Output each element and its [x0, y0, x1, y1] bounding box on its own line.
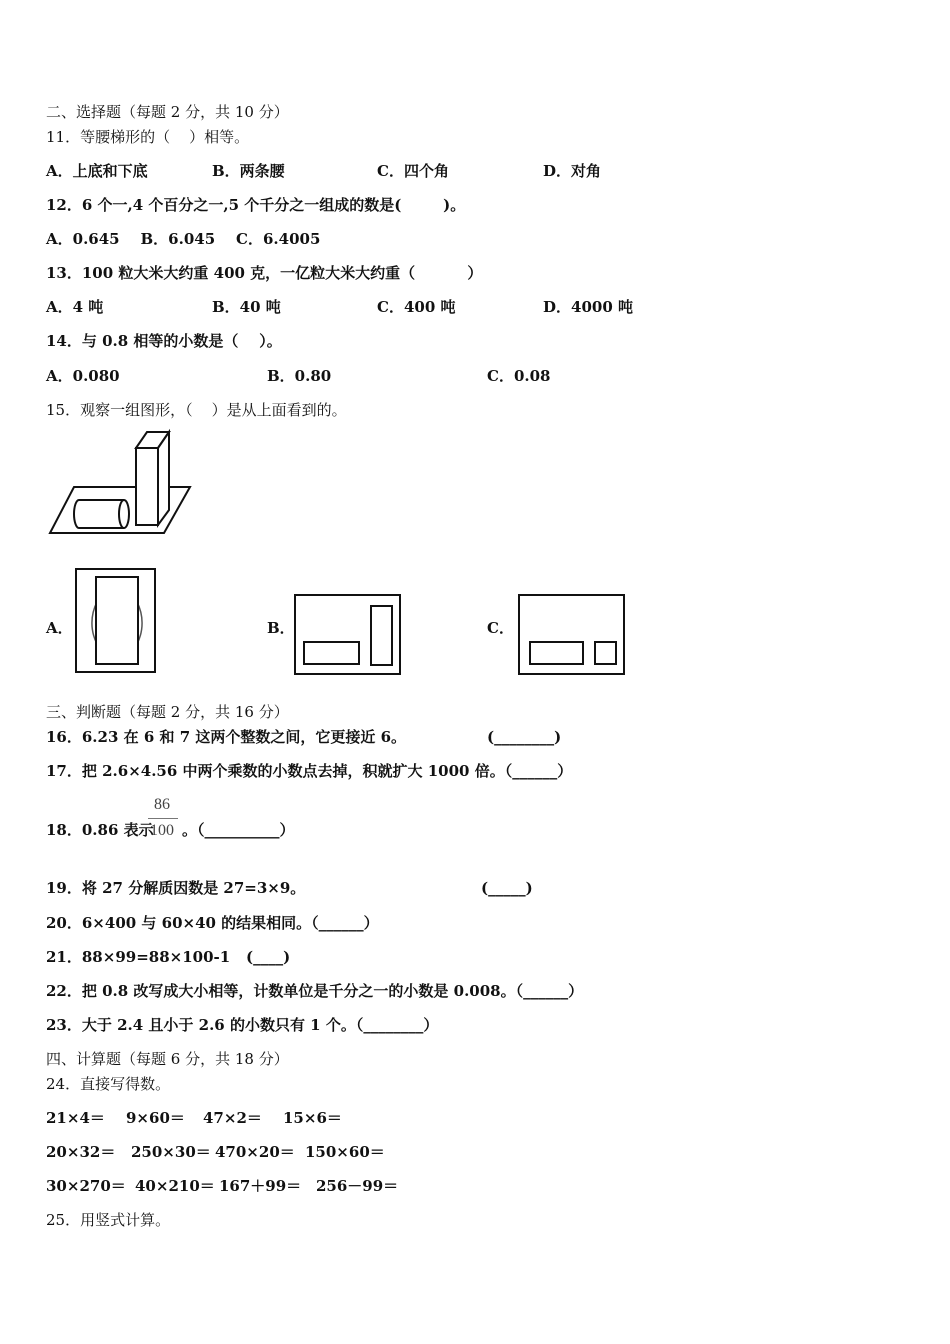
q19-answer-blank[interactable]: (_____): [481, 879, 533, 897]
q24-item: 9×60＝: [126, 1109, 185, 1127]
q15-option-a-label: A．: [46, 619, 73, 637]
q25-stem: 25．用竖式计算。: [46, 1211, 171, 1229]
q14-option-b: B．0.80: [267, 367, 332, 385]
q19-text: 19．将 27 分解质因数是 27=3×9。: [46, 879, 306, 897]
q13-stem: 13．100 粒大米大约重 400 克，一亿粒大米大约重（ ）: [46, 264, 483, 282]
q14-option-c: C．0.08: [487, 367, 551, 385]
q12-stem: 12．6 个一,4 个百分之一,5 个千分之一组成的数是( )。: [46, 196, 466, 214]
q15-3d-figure: [48, 428, 198, 540]
q15-option-a-figure: [75, 568, 157, 674]
q15-option-b-label: B．: [267, 619, 295, 637]
q24-item: 40×210＝: [135, 1177, 215, 1195]
q16-answer-blank[interactable]: (________): [487, 728, 562, 746]
q12-options: A．0.645 B．6.045 C．6.4005: [46, 230, 321, 248]
q15-option-c-figure: [518, 594, 626, 676]
q15-option-b-figure: [294, 594, 402, 676]
q11-option-d: D．对角: [543, 162, 602, 180]
q24-item: 167＋99＝: [219, 1177, 302, 1195]
q15-stem: 15．观察一组图形，（ ）是从上面看到的。: [46, 401, 347, 419]
q24-item: 15×6＝: [283, 1109, 342, 1127]
q24-item: 47×2＝: [203, 1109, 262, 1127]
q24-item: 20×32＝: [46, 1143, 116, 1161]
q18-prefix: 18．0.86 表示: [46, 821, 154, 839]
q15-option-c-label: C．: [487, 619, 514, 637]
section-4-heading: 四、计算题（每题 6 分，共 18 分）: [46, 1050, 289, 1068]
q24-item: 21×4＝: [46, 1109, 105, 1127]
q13-option-c: C．400 吨: [377, 298, 456, 316]
q24-stem: 24．直接写得数。: [46, 1075, 171, 1093]
section-3-heading: 三、判断题（每题 2 分，共 16 分）: [46, 703, 289, 721]
q18-suffix: 。（__________）: [182, 821, 295, 839]
q24-item: 256－99＝: [316, 1177, 399, 1195]
q21-text: 21．88×99=88×100-1: [46, 948, 231, 966]
q18-fraction-denominator: 100: [150, 822, 174, 839]
q18-fraction-numerator: 86: [154, 796, 170, 813]
q24-item: 250×30＝: [131, 1143, 211, 1161]
q11-stem: 11．等腰梯形的（ ）相等。: [46, 128, 250, 146]
q24-item: 30×270＝: [46, 1177, 126, 1195]
q16-text: 16．6.23 在 6 和 7 这两个整数之间，它更接近 6。: [46, 728, 407, 746]
q13-option-b: B．40 吨: [212, 298, 281, 316]
q20-text: 20．6×400 与 60×40 的结果相同。（______）: [46, 914, 379, 932]
q18-fraction-bar: [148, 818, 178, 819]
q13-option-a: A．4 吨: [46, 298, 104, 316]
q14-stem: 14．与 0.8 相等的小数是（ ）。: [46, 332, 282, 350]
q24-item: 150×60＝: [305, 1143, 385, 1161]
q17-text: 17．把 2.6×4.56 中两个乘数的小数点去掉，积就扩大 1000 倍。（______）: [46, 762, 573, 780]
q11-option-a: A．上底和下底: [46, 162, 148, 180]
q14-option-a: A．0.080: [46, 367, 120, 385]
q13-option-d: D．4000 吨: [543, 298, 633, 316]
section-2-heading: 二、选择题（每题 2 分，共 10 分）: [46, 103, 289, 121]
q21-answer-blank[interactable]: (____): [246, 948, 291, 966]
q11-option-b: B．两条腰: [212, 162, 285, 180]
q11-option-c: C．四个角: [377, 162, 449, 180]
q23-text: 23．大于 2.4 且小于 2.6 的小数只有 1 个。（________）: [46, 1016, 439, 1034]
q24-item: 470×20＝: [215, 1143, 295, 1161]
q22-text: 22．把 0.8 改写成大小相等，计数单位是千分之一的小数是 0.008。（______）: [46, 982, 584, 1000]
